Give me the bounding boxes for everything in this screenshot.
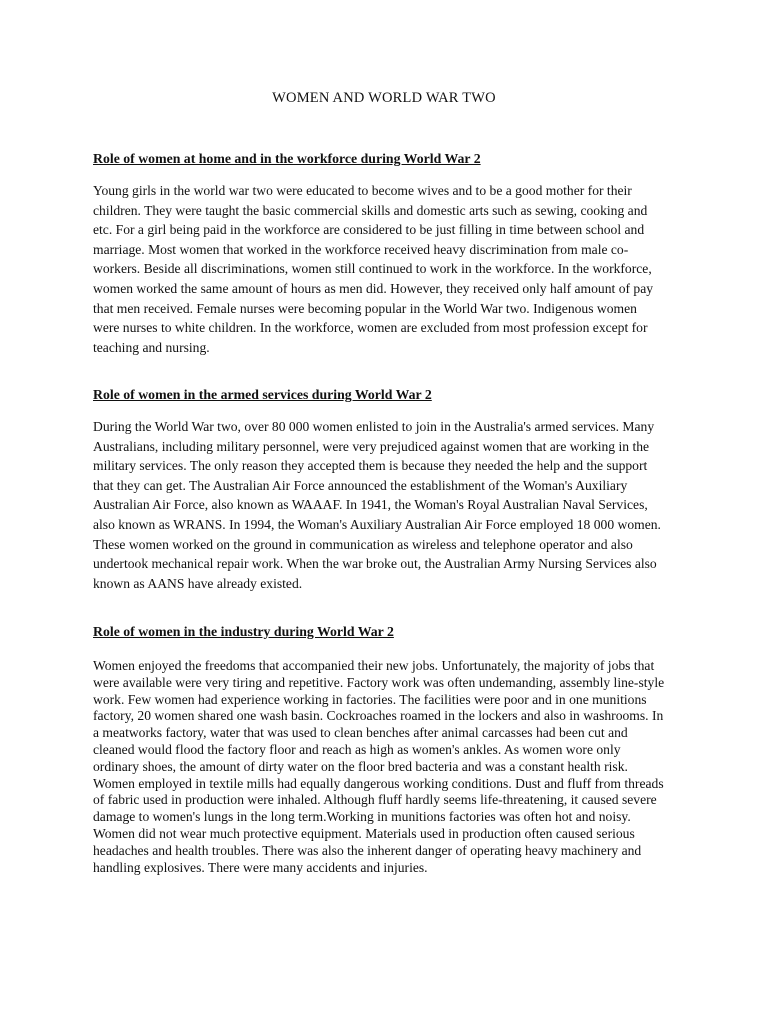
section-body-armed-services: During the World War two, over 80 000 women enlisted to join in the Australia's armed services. Many Australians, including military personnel, were very prejudiced against women that are working in the military services. The only reason they accepted them is because they needed the help and the support that they can get. The Australian Air Force announced the establishment of the Woman's Auxiliary Australian Air Force, also known as WAAAF. In 1941, the Woman's Royal Australian Naval Services, also known as WRANS. In 1994, the Woman's Auxiliary Australian Air Force employed 18 000 women. These women worked on the ground in communication as wireless and telephone operator and also undertook mechanical repair work. When the war broke out, the Australian Army Nursing Services also known as AANS have already existed. (93, 419, 661, 591)
document-title: WOMEN AND WORLD WAR TWO (272, 90, 496, 106)
section-body-industry: Women enjoyed the freedoms that accompanied their new jobs. Unfortunately, the majority of jobs that were available were very tiring and repetitive. Factory work was often undemanding, assembly line-style work. Few women had experience working in factories. The facilities were poor and in one munitions factory, 20 women shared one wash basin. Cockroaches roamed in the lockers and also in washrooms. In a meatworks factory, water that was used to clean benches after animal carcasses had been cut and cleaned would flood the factory floor and reach as high as women's ankles. As women wore only ordinary shoes, the amount of dirty water on the floor bred bacteria and was a constant health risk. Women employed in textile mills had equally dangerous working conditions. Dust and fluff from threads of fabric used in production were inhaled. Although fluff hardly seems life-threatening, it caused severe damage to women's lungs in the long term.Working in munitions factories was often hot and noisy. Women did not wear much protective equipment. Materials used in production often caused serious headaches and health troubles. There was also the inherent danger of operating heavy machinery and handling explosives. There were many accidents and injuries. (93, 658, 665, 875)
section-heading-home-workforce: Role of women at home and in the workforce during World War 2 (93, 151, 481, 166)
section-heading-armed-services: Role of women in the armed services during World War 2 (93, 387, 432, 402)
section-body-home-workforce: Young girls in the world war two were educated to become wives and to be a good mother for their children. They were taught the basic commercial skills and domestic arts such as sewing, cooking and etc. For a girl being paid in the workforce are considered to be just filling in time between school and marriage. Most women that worked in the workforce received heavy discrimination from male co-workers. Beside all discriminations, women still continued to work in the workforce. In the workforce, women worked the same amount of hours as men did. However, they received only half amount of pay that men received. Female nurses were becoming popular in the World War two. Indigenous women were nurses to white children. In the workforce, women are excluded from most profession except for teaching and nursing. (93, 183, 654, 355)
section-heading-industry: Role of women in the industry during World War 2 (93, 624, 394, 639)
